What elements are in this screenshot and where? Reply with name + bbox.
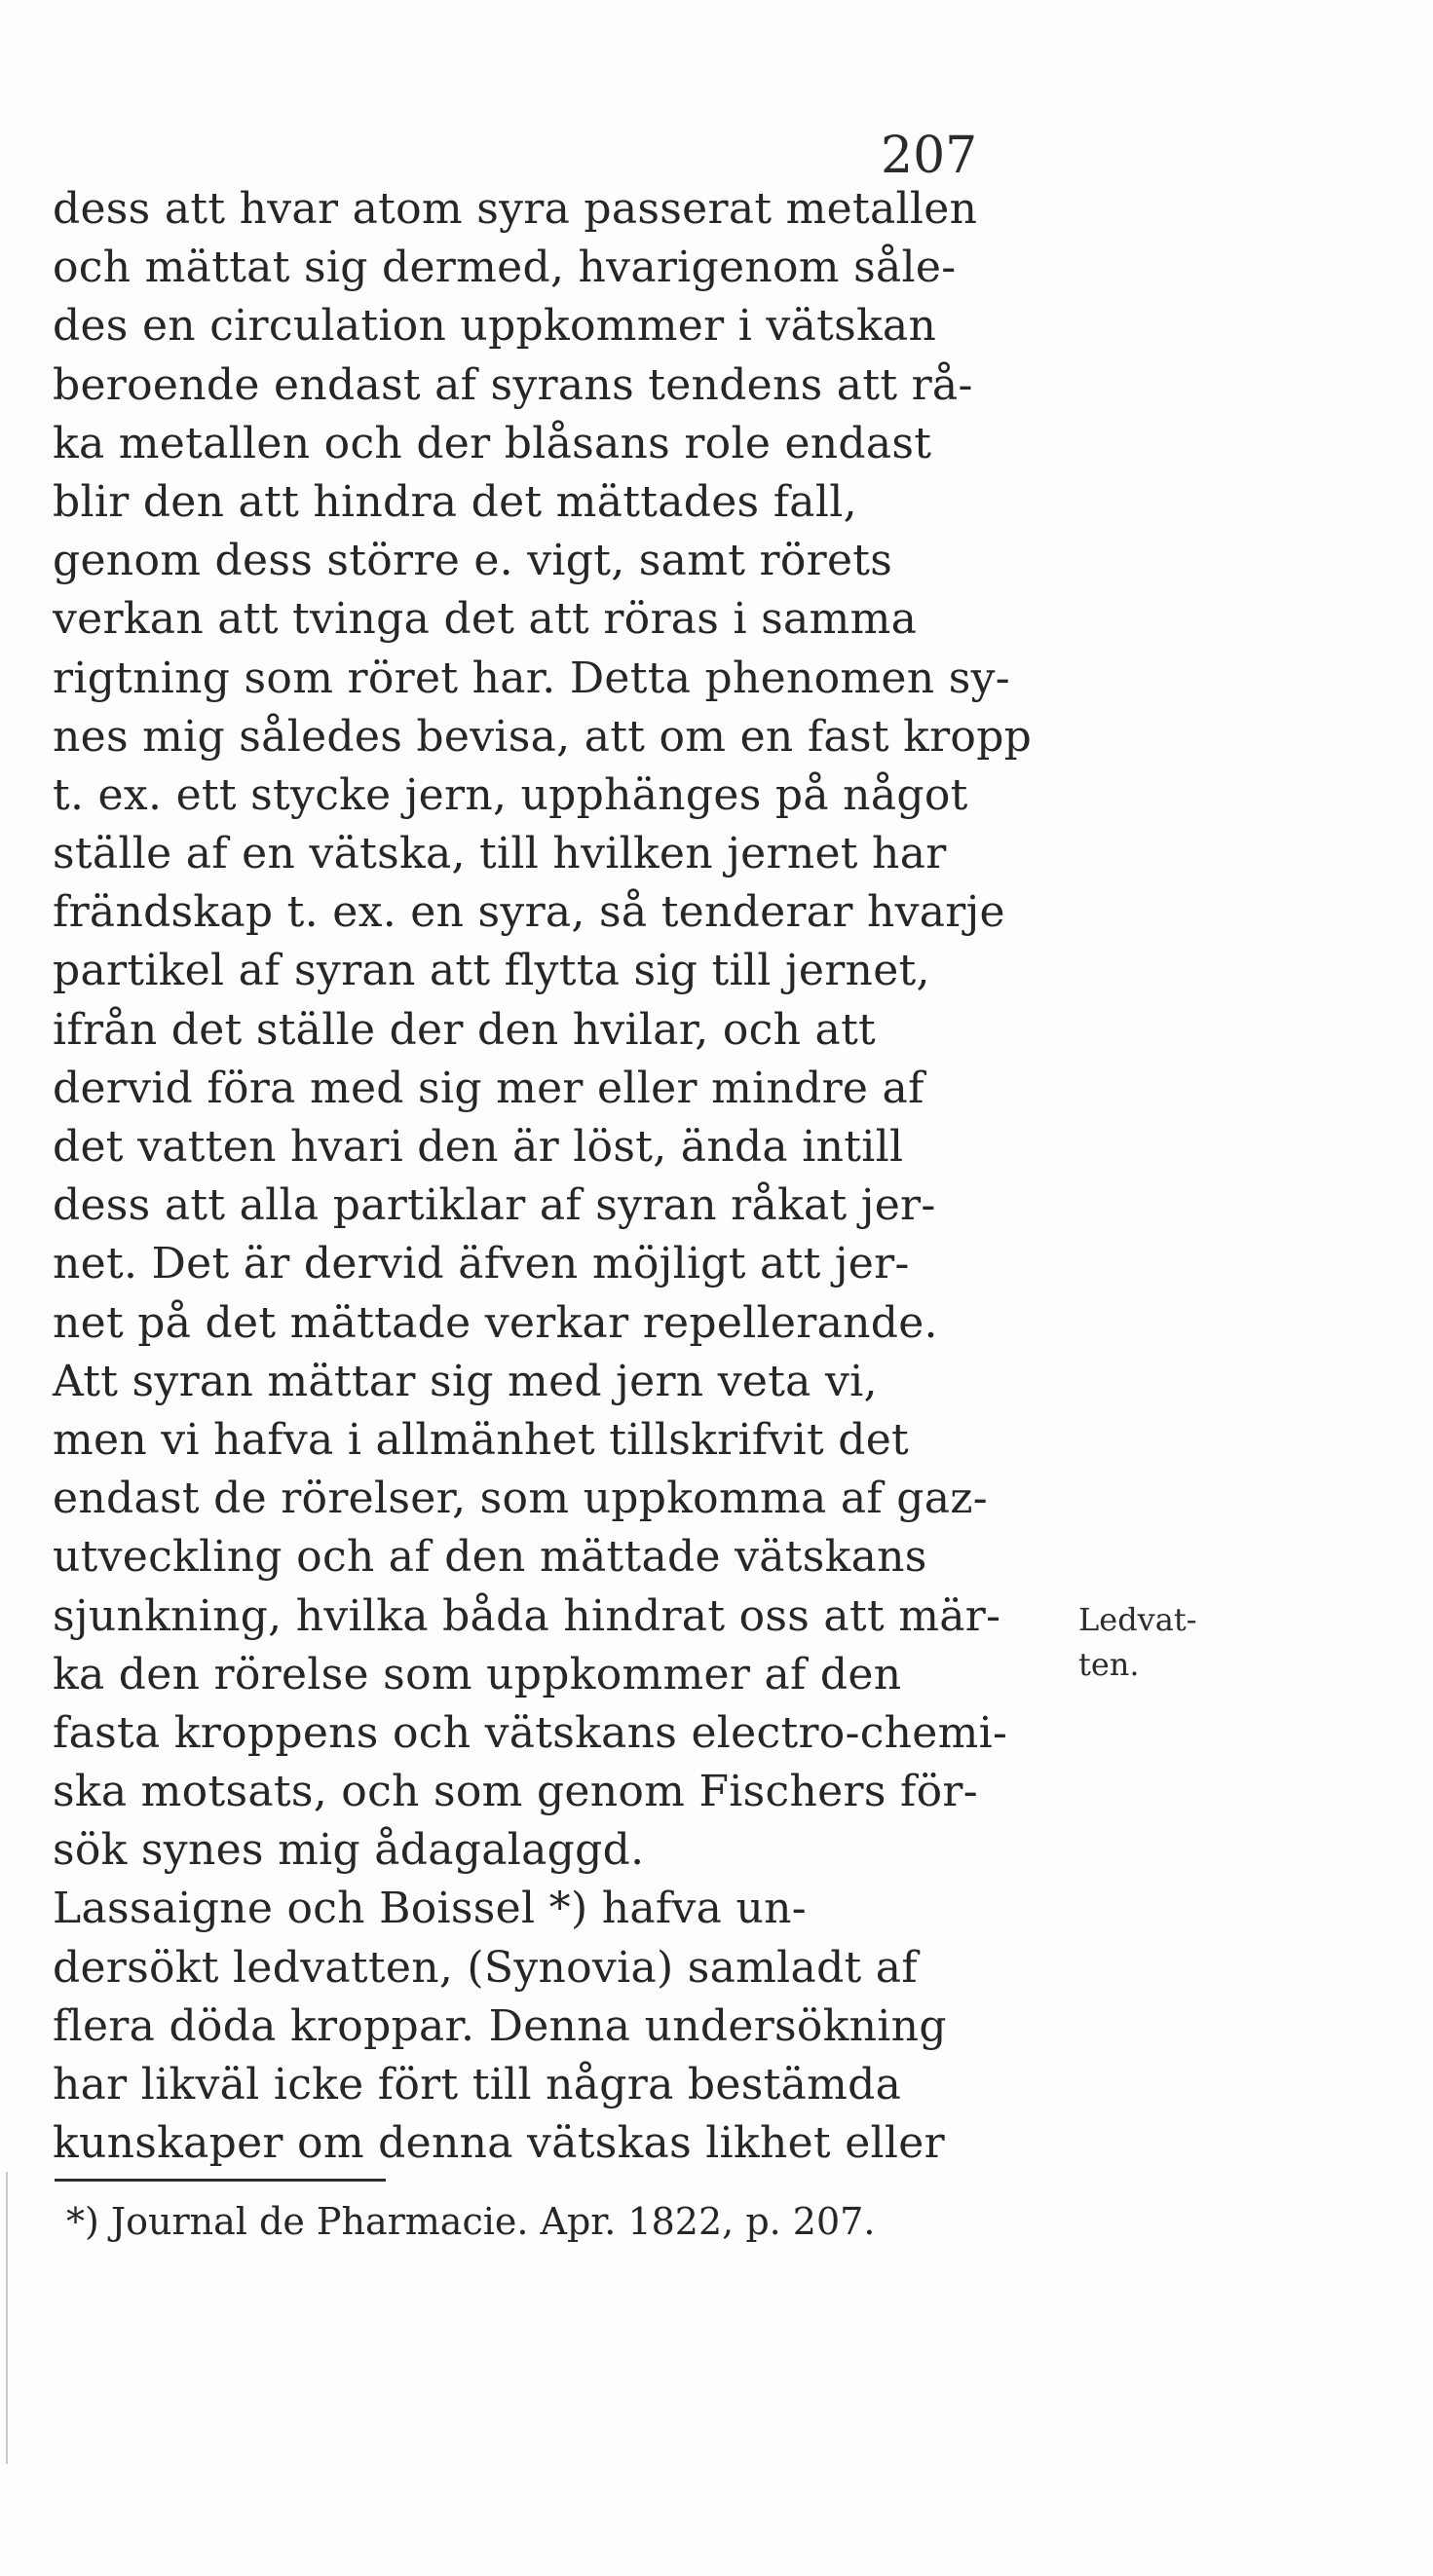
footnote: *) Journal de Pharmacie. Apr. 1822, p. 207. [66,2200,876,2243]
text-line: frändskap t. ex. en syra, så tenderar hvarje [53,887,1005,938]
text-line: och mättat sig dermed, hvarigenom såle- [53,243,957,293]
text-line: partikel af syran att flytta sig till jernet, [53,946,930,996]
page-number: 207 [881,127,978,185]
footnote-divider [55,2179,386,2182]
text-line: ställe af en vätska, till hvilken jernet har [53,829,947,879]
text-line: net. Det är dervid äfven möjligt att jer- [53,1239,910,1289]
text-line: beroende endast af syrans tendens att rå- [53,359,973,410]
text-line: fasta kroppens och vätskans electro-chemi- [53,1707,1008,1758]
text-line: verkan att tvinga det att röras i samma [53,594,918,645]
text-line: sök synes mig ådagalaggd. [53,1825,645,1876]
text-line: dersökt ledvatten, (Synovia) samladt af [53,1942,918,1993]
text-line: net på det mättade verkar repellerande. [53,1297,938,1348]
margin-note-line: ten. [1078,1646,1140,1683]
page-edge-line [6,2172,8,2464]
text-line: kunskaper om denna vätskas likhet eller [53,2118,945,2169]
text-line: nes mig således bevisa, att om en fast kropp [53,711,1033,762]
text-line: genom dess större e. vigt, samt rörets [53,536,893,586]
body-text [53,180,1085,2173]
text-line: sjunkning, hvilka båda hindrat oss att mär- [53,1590,1001,1641]
text-line: t. ex. ett stycke jern, upphänges på något [53,769,968,820]
text-line: ka den rörelse som uppkommer af den [53,1649,902,1699]
text-line: Lassaigne och Boissel *) hafva un- [53,1884,807,1934]
text-line: Att syran mättar sig med jern veta vi, [53,1356,878,1406]
margin-note [1078,1597,1197,1687]
margin-note-line: Ledvat- [1078,1601,1197,1638]
text-line: endast de rörelser, som uppkomma af gaz- [53,1474,988,1524]
text-line: rigtning som röret har. Detta phenomen sy- [53,653,1010,703]
text-line: men vi hafva i allmänhet tillskrifvit det [53,1414,910,1465]
text-line: ka metallen och der blåsans role endast [53,418,932,468]
text-line: ska motsats, och som genom Fischers för- [53,1767,978,1817]
text-line: dervid föra med sig mer eller mindre af [53,1063,924,1113]
text-line: det vatten hvari den är löst, ända intill [53,1122,904,1172]
text-line: har likväl icke fört till några bestämda [53,2060,902,2109]
text-line: dess att alla partiklar af syran råkat jer- [53,1180,936,1231]
text-line: dess att hvar atom syra passerat metallen [53,184,978,234]
text-line: blir den att hindra det mättades fall, [53,476,857,527]
text-line: des en circulation uppkommer i vätskan [53,301,937,352]
text-line: utveckling och af den mättade vätskans [53,1532,927,1583]
text-line: flera döda kroppar. Denna undersökning [53,2000,947,2051]
text-line: ifrån det ställe der den hvilar, och att [53,1004,877,1055]
